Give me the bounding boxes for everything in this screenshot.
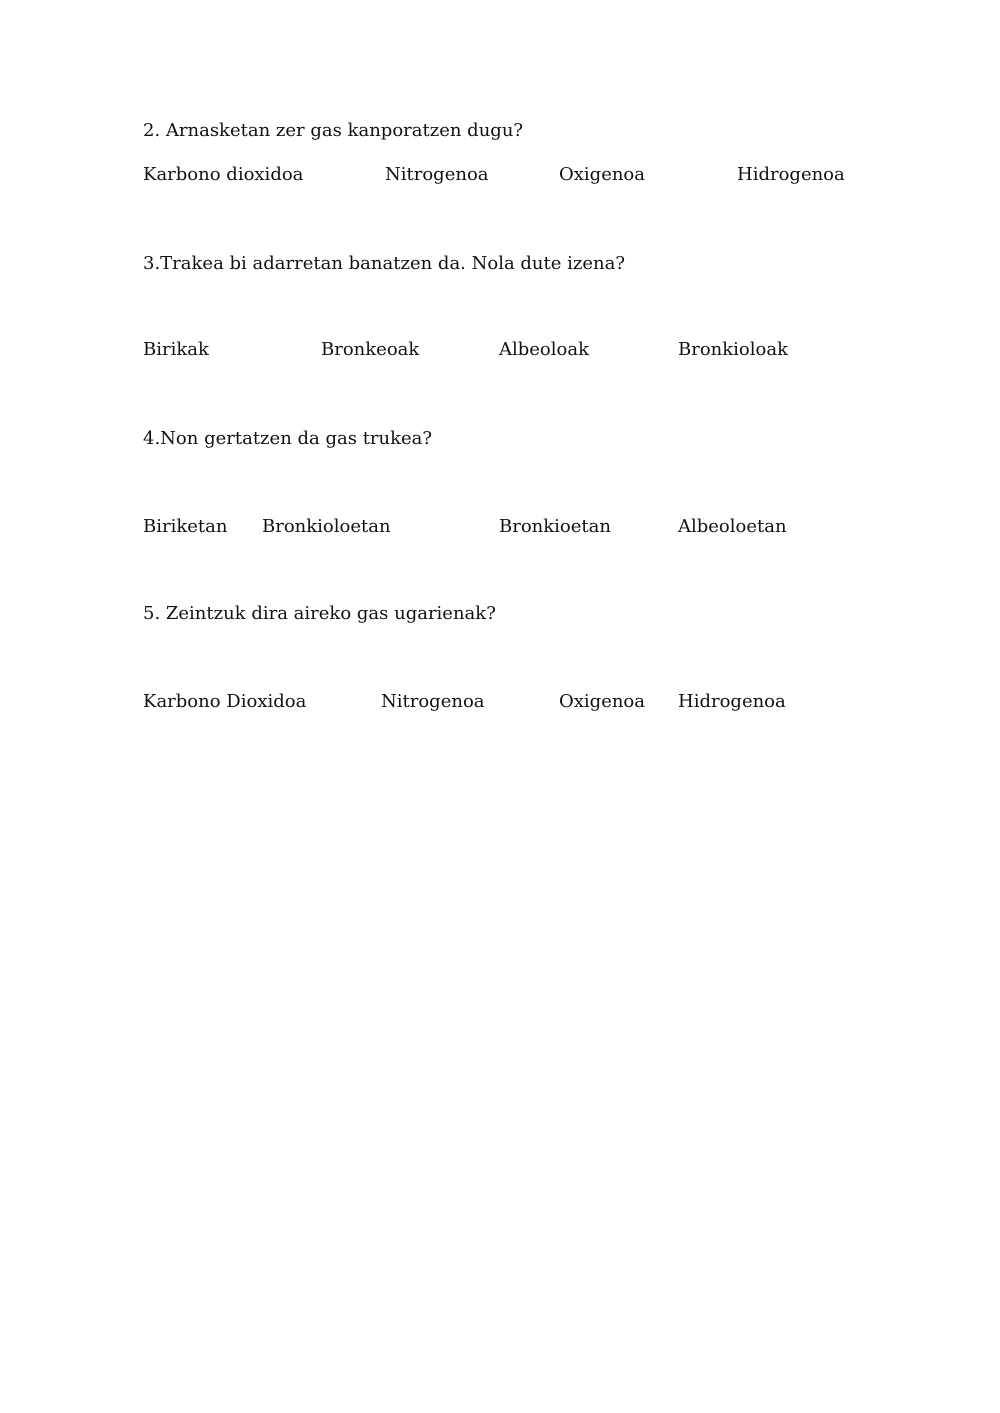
answer-option[interactable]: Albeoloetan — [678, 516, 787, 537]
answer-option[interactable]: Karbono Dioxidoa — [143, 691, 307, 712]
question-2-text: 2. Arnasketan zer gas kanporatzen dugu? — [143, 120, 524, 141]
answer-option[interactable]: Bronkioloetan — [262, 516, 391, 537]
answer-option[interactable]: Bronkioetan — [499, 516, 611, 537]
answer-option[interactable]: Oxigenoa — [559, 691, 646, 712]
answer-option[interactable]: Albeoloak — [499, 339, 589, 360]
question-4-text: 4.Non gertatzen da gas trukea? — [143, 428, 433, 449]
question-3-text: 3.Trakea bi adarretan banatzen da. Nola dute izena? — [143, 253, 626, 274]
answer-option[interactable]: Nitrogenoa — [381, 691, 485, 712]
answer-option[interactable]: Bronkioloak — [678, 339, 788, 360]
answer-option[interactable]: Biriketan — [143, 516, 228, 537]
answer-option[interactable]: Bronkeoak — [321, 339, 420, 360]
answer-option[interactable]: Karbono dioxidoa — [143, 164, 304, 185]
question-5-text: 5. Zeintzuk dira aireko gas ugarienak? — [143, 603, 496, 624]
answer-option[interactable]: Birikak — [143, 339, 209, 360]
answer-option[interactable]: Oxigenoa — [559, 164, 646, 185]
answer-option[interactable]: Hidrogenoa — [737, 164, 845, 185]
answer-option[interactable]: Hidrogenoa — [678, 691, 786, 712]
answer-option[interactable]: Nitrogenoa — [385, 164, 489, 185]
